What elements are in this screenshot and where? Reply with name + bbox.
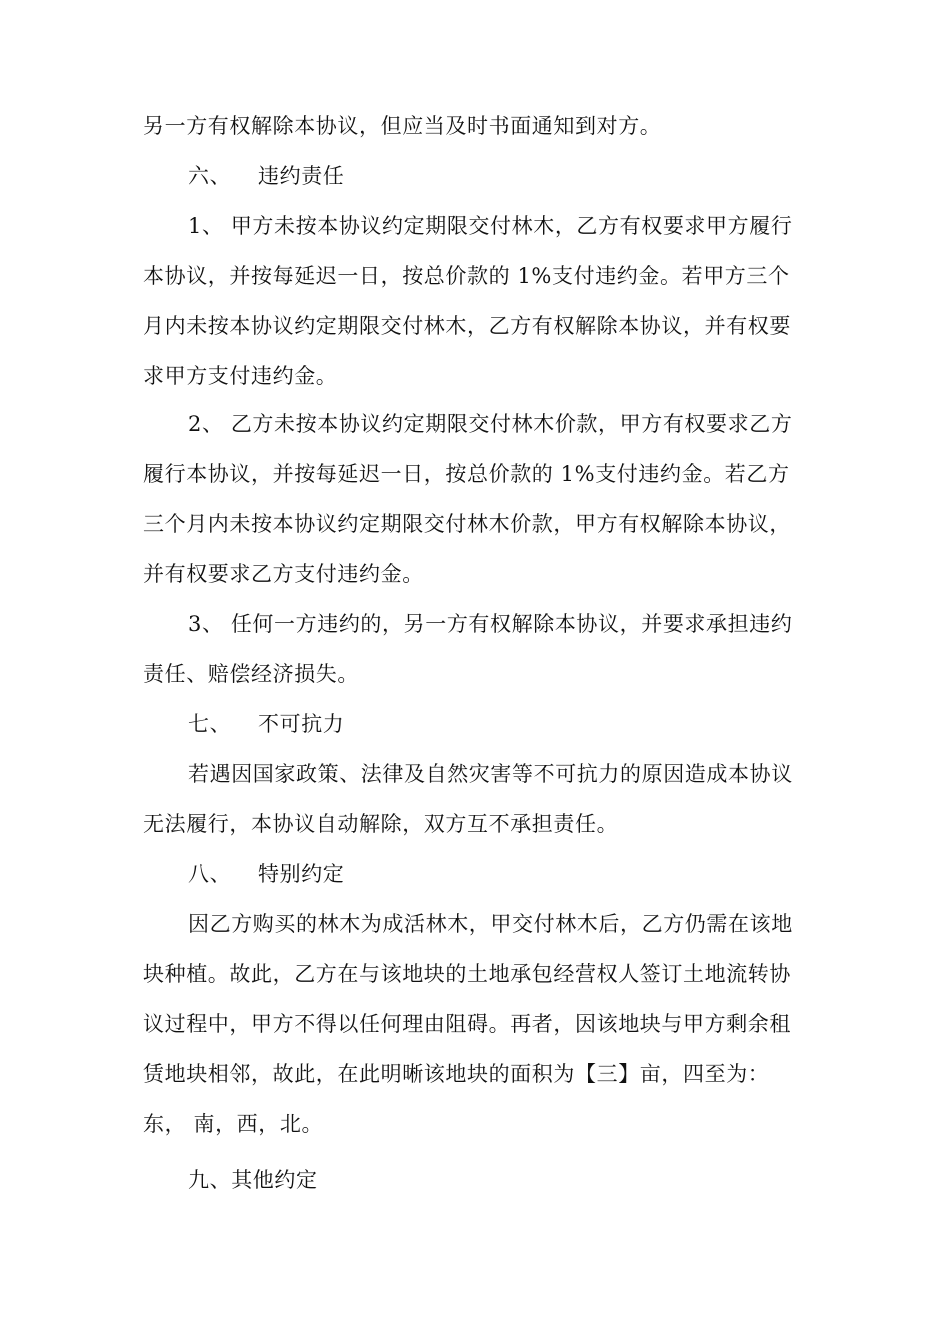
section-heading-9: 九、其他约定 [188, 1168, 318, 1192]
section-number: 七、 [188, 712, 232, 736]
section-title: 不可抗力 [258, 712, 345, 736]
paragraph-line: 东， 南，西，北。 [143, 1112, 324, 1136]
paragraph-line: 1、 甲方未按本协议约定期限交付林木，乙方有权要求甲方履行 [188, 214, 793, 238]
paragraph-line: 若遇因国家政策、法律及自然灾害等不可抗力的原因造成本协议 [188, 762, 793, 786]
paragraph-line: 3、 任何一方违约的，另一方有权解除本协议，并要求承担违约 [188, 612, 793, 636]
paragraph-line: 另一方有权解除本协议，但应当及时书面通知到对方。 [143, 114, 662, 138]
paragraph-line: 并有权要求乙方支付违约金。 [143, 562, 424, 586]
paragraph-line: 无法履行，本协议自动解除，双方互不承担责任。 [143, 812, 619, 836]
paragraph-line: 因乙方购买的林木为成活林木，甲交付林木后，乙方仍需在该地 [188, 912, 793, 936]
section-heading-6 [188, 161, 823, 191]
section-title: 违约责任 [258, 164, 345, 188]
section-number: 八、 [188, 862, 232, 886]
paragraph-line: 块种植。故此，乙方在与该地块的土地承包经营权人签订土地流转协 [143, 962, 791, 986]
paragraph-line: 2、 乙方未按本协议约定期限交付林木价款，甲方有权要求乙方 [188, 412, 793, 436]
section-heading-7 [188, 709, 823, 739]
paragraph-line: 议过程中，甲方不得以任何理由阻碍。再者，因该地块与甲方剩余租 [143, 1012, 791, 1036]
paragraph-line: 求甲方支付违约金。 [143, 364, 338, 388]
section-title: 特别约定 [258, 862, 345, 886]
section-heading-8 [188, 859, 823, 889]
paragraph-line: 履行本协议，并按每延迟一日，按总价款的 1%支付违约金。若乙方 [143, 462, 790, 486]
section-number: 六、 [188, 164, 232, 188]
paragraph-line: 月内未按本协议约定期限交付林木，乙方有权解除本协议，并有权要 [143, 314, 791, 338]
paragraph-line: 三个月内未按本协议约定期限交付林木价款，甲方有权解除本协议， [143, 512, 791, 536]
paragraph-line: 赁地块相邻，故此，在此明晰该地块的面积为【三】亩，四至为： [143, 1062, 770, 1086]
paragraph-line: 本协议，并按每延迟一日，按总价款的 1%支付违约金。若甲方三个 [143, 264, 790, 288]
paragraph-line: 责任、赔偿经济损失。 [143, 662, 359, 686]
